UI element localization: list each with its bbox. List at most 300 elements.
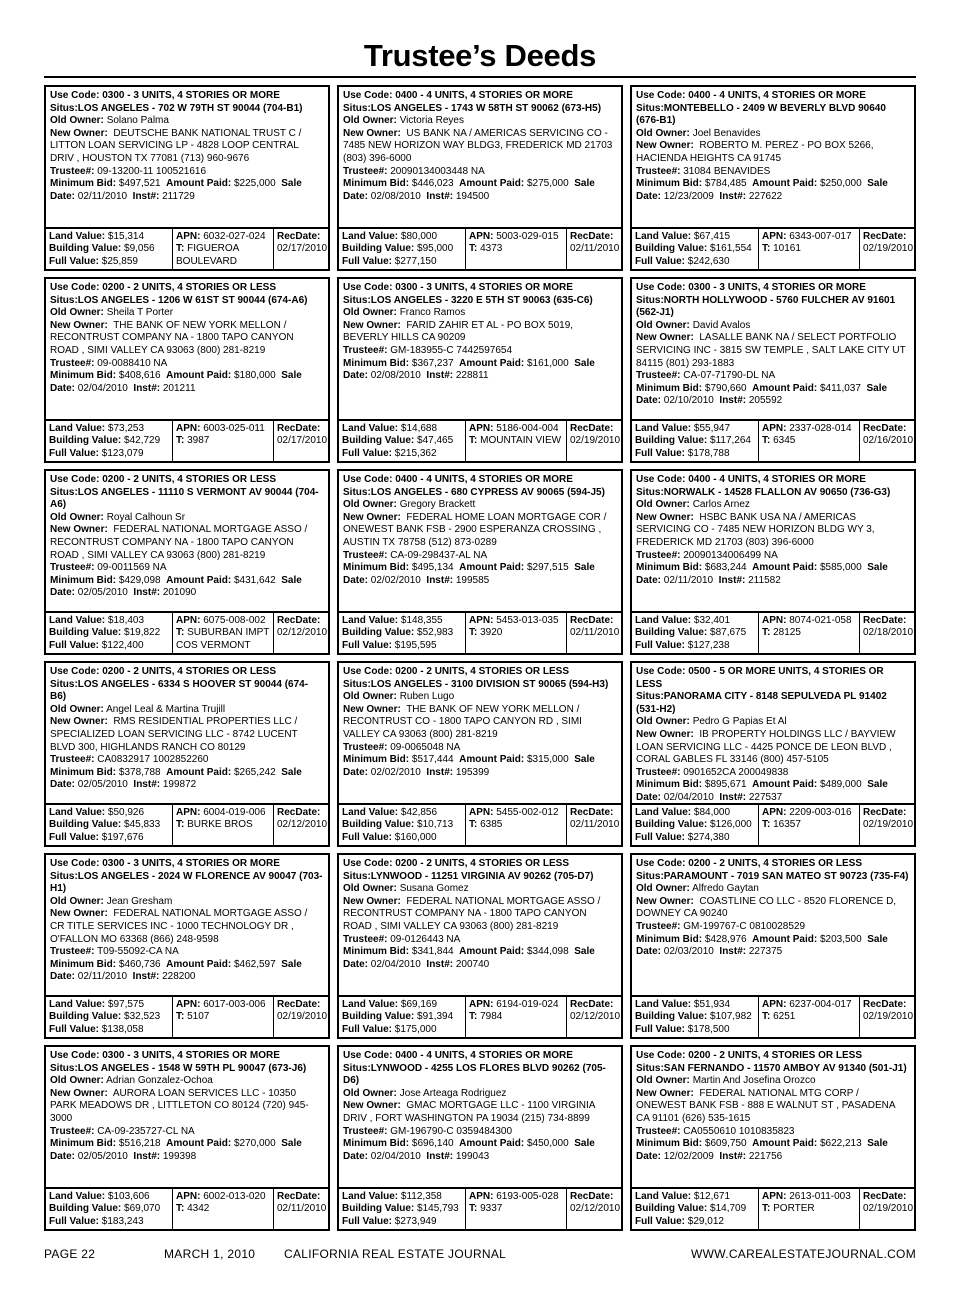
- values-cell: [632, 805, 759, 845]
- trustee-label: Trustee#:: [636, 165, 681, 177]
- inst-label: Inst#:: [133, 382, 161, 394]
- full-value-label: Full Value:: [635, 639, 686, 651]
- situs-label: Situs:: [636, 102, 664, 114]
- inst-value: 228811: [455, 370, 489, 382]
- rec-date-label: RecDate:: [863, 231, 907, 242]
- values-cell: [46, 229, 173, 269]
- tract-value: 10161: [773, 243, 801, 255]
- min-bid-value: $497,521: [118, 178, 161, 190]
- trustee-label: Trustee#:: [50, 754, 95, 766]
- use-code-label: Use Code:: [343, 90, 393, 101]
- situs-label: Situs:: [343, 486, 371, 498]
- footer-publication: CALIFORNIA REAL ESTATE JOURNAL: [284, 1247, 507, 1261]
- old-owner-label: Old Owner:: [636, 127, 690, 139]
- deed-details: [339, 1047, 621, 1187]
- deed-details: [632, 1047, 914, 1187]
- deed-details: [339, 279, 621, 419]
- amount-paid-value: $431,642: [233, 574, 276, 586]
- inst-label: Inst#:: [426, 766, 454, 778]
- building-value: $52,983: [417, 627, 454, 639]
- trustee-value: CA0550610 1010835823: [683, 1125, 795, 1137]
- trustee-label: Trustee#:: [50, 562, 95, 574]
- rec-date-cell: [860, 997, 914, 1037]
- amount-paid-value: $462,597: [233, 958, 276, 970]
- old-owner-value: Victoria Reyes: [399, 115, 464, 127]
- rec-date-value: 02/11/2010: [277, 1203, 327, 1215]
- tract-label: T:: [762, 819, 771, 831]
- use-code-value: 0200 - 2 UNITS, 4 STORIES OR LESS: [395, 666, 569, 677]
- rec-date-cell: [567, 997, 621, 1037]
- values-cell: [632, 421, 759, 461]
- min-bid-label: Minimum Bid:: [636, 779, 703, 791]
- building-value-label: Building Value:: [635, 1203, 708, 1215]
- tract-value: 6251: [773, 1011, 796, 1023]
- sale-date-label: Sale Date:: [50, 958, 302, 983]
- deed-details: [339, 663, 621, 803]
- situs-label: Situs:: [50, 486, 78, 498]
- deed-record: [337, 277, 623, 463]
- apn-label: APN:: [469, 999, 494, 1010]
- amount-paid-value: $161,000: [526, 357, 569, 369]
- inst-label: Inst#:: [133, 1150, 161, 1162]
- trustee-value: CA-09-235727-CL NA: [97, 1125, 195, 1137]
- trustee-value: GM-196790-C 0359484300: [390, 1125, 513, 1137]
- values-cell: [46, 997, 173, 1037]
- sale-date-value: 02/04/2010: [77, 382, 128, 394]
- building-value-label: Building Value:: [49, 435, 122, 447]
- min-bid-value: $790,660: [704, 382, 747, 394]
- trustee-value: T09-55092-CA NA: [97, 946, 179, 958]
- land-value-label: Land Value:: [49, 423, 106, 434]
- rec-date-label: RecDate:: [277, 231, 321, 242]
- land-value-label: Land Value:: [49, 999, 106, 1010]
- sale-date-value: 02/03/2010: [663, 946, 714, 958]
- new-owner-value: FEDERAL NATIONAL MTG CORP / ONEWEST BANK FSB - 888 E WALNUT ST , PASADENA CA 91101 (626) 535-1615: [636, 1087, 895, 1124]
- trustee-value: 09-13200-11 100521616: [97, 165, 207, 177]
- trustee-value: GM-199767-C 0810028529: [683, 920, 806, 932]
- min-bid-label: Minimum Bid:: [50, 370, 117, 382]
- deed-record: [630, 661, 916, 847]
- situs-label: Situs:: [343, 102, 371, 114]
- land-value: $103,606: [107, 1191, 150, 1202]
- amount-paid-label: Amount Paid:: [459, 562, 525, 574]
- land-value-label: Land Value:: [342, 999, 399, 1010]
- new-owner-value: ROBERTO M. PEREZ - PO BOX 5266, HACIENDA HEIGHTS CA 91745: [636, 140, 874, 164]
- building-value-label: Building Value:: [342, 1203, 415, 1215]
- apn-cell: [759, 229, 860, 269]
- building-value-label: Building Value:: [635, 819, 708, 831]
- inst-label: Inst#:: [132, 190, 160, 202]
- situs-label: Situs:: [636, 294, 664, 306]
- min-bid-label: Minimum Bid:: [636, 382, 703, 394]
- deed-details: [339, 471, 621, 611]
- use-code-label: Use Code:: [343, 1050, 393, 1061]
- values-cell: [339, 805, 466, 845]
- situs-label: Situs:: [343, 870, 371, 882]
- sale-date-label: Sale Date:: [636, 779, 888, 803]
- sale-date-label: Sale Date:: [636, 1138, 888, 1162]
- old-owner-value: Solano Palma: [106, 115, 169, 127]
- new-owner-label: New Owner:: [343, 895, 401, 907]
- apn-value: 6075-008-002: [203, 615, 266, 626]
- land-value: $18,403: [107, 615, 145, 626]
- rec-date-cell: [860, 805, 914, 845]
- rec-date-label: RecDate:: [863, 615, 907, 626]
- new-owner-label: New Owner:: [343, 127, 401, 139]
- use-code-value: 0200 - 2 UNITS, 4 STORIES OR LESS: [688, 858, 862, 869]
- apn-value: 8074-021-058: [789, 615, 852, 626]
- rec-date-cell: [274, 229, 328, 269]
- new-owner-label: New Owner:: [636, 728, 694, 740]
- deed-details: [339, 855, 621, 995]
- rec-date-label: RecDate:: [277, 423, 321, 434]
- sale-date-value: 02/05/2010: [77, 1150, 128, 1162]
- full-value-label: Full Value:: [342, 447, 393, 459]
- old-owner-label: Old Owner:: [50, 703, 104, 715]
- sale-date-value: 02/08/2010: [370, 370, 421, 382]
- apn-label: APN:: [762, 231, 787, 242]
- old-owner-value: David Avalos: [692, 319, 751, 331]
- deed-record: [337, 1045, 623, 1231]
- trustee-value: 09-0011569 NA: [97, 562, 167, 574]
- deed-details: [632, 471, 914, 611]
- new-owner-value: HSBC BANK USA NA / AMERICAS SERVICING CO - 7485 NEW HORIZON BLDG WY 3, FREDERICK MD 21703 (803) 396-6000: [636, 511, 875, 548]
- values-cell: [339, 229, 466, 269]
- min-bid-value: $429,098: [118, 574, 161, 586]
- building-value-label: Building Value:: [635, 1011, 708, 1023]
- inst-label: Inst#:: [719, 395, 747, 407]
- use-code-label: Use Code:: [343, 666, 393, 677]
- full-value-label: Full Value:: [635, 255, 686, 267]
- use-code-value: 0400 - 4 UNITS, 4 STORIES OR MORE: [688, 90, 866, 101]
- old-owner-value: Susana Gomez: [399, 883, 469, 895]
- tract-label: T:: [176, 1203, 185, 1215]
- tract-value: 4373: [480, 243, 503, 255]
- full-value: $122,400: [101, 639, 144, 651]
- min-bid-label: Minimum Bid:: [343, 357, 410, 369]
- min-bid-label: Minimum Bid:: [343, 754, 410, 766]
- new-owner-value: LASALLE BANK NA / SELECT PORTFOLIO SERVICING INC - 3815 SW TEMPLE , SALT LAKE CITY UT 84115 (801) 293-1883: [636, 332, 906, 369]
- trustee-label: Trustee#:: [636, 766, 681, 778]
- situs-value: PANORAMA CITY - 8148 SEPULVEDA PL 91402 (531-H2): [636, 691, 887, 715]
- tract-label: T:: [176, 1011, 185, 1023]
- situs-value: SAN FERNANDO - 11570 AMBOY AV 91340 (501-J1): [663, 1062, 907, 1074]
- amount-paid-value: $450,000: [526, 1138, 569, 1150]
- building-value-label: Building Value:: [342, 1011, 415, 1023]
- inst-label: Inst#:: [132, 971, 160, 983]
- new-owner-value: FARID ZAHIR ET AL - PO BOX 5019, BEVERLY HILLS CA 90209: [343, 319, 574, 344]
- min-bid-value: $784,485: [704, 178, 747, 190]
- new-owner-label: New Owner:: [343, 511, 401, 523]
- trustee-value: 0901652CA 200049838: [683, 766, 789, 778]
- use-code-value: 0400 - 4 UNITS, 4 STORIES OR MORE: [395, 1050, 573, 1061]
- new-owner-value: IB PROPERTY HOLDINGS LLC / BAYVIEW LOAN SERVICING LLC - 4425 PONCE DE LEON BLVD , CORAL GABLES FL 33146 (800) 457-5105: [636, 728, 896, 766]
- deed-record: [44, 853, 330, 1039]
- use-code-value: 0400 - 4 UNITS, 4 STORIES OR MORE: [688, 474, 866, 485]
- land-value-label: Land Value:: [49, 615, 106, 626]
- full-value-label: Full Value:: [635, 1023, 686, 1035]
- new-owner-label: New Owner:: [50, 908, 108, 920]
- old-owner-label: Old Owner:: [636, 1075, 690, 1087]
- full-value-label: Full Value:: [49, 255, 100, 267]
- use-code-label: Use Code:: [636, 282, 686, 293]
- building-value: $161,554: [710, 243, 752, 255]
- min-bid-label: Minimum Bid:: [50, 766, 117, 778]
- rec-date-value: 02/11/2010: [570, 819, 620, 831]
- min-bid-value: $609,750: [704, 1138, 747, 1150]
- tract-label: T:: [469, 435, 478, 447]
- amount-paid-value: $315,000: [526, 754, 569, 766]
- deed-record: [337, 85, 623, 271]
- amount-paid-label: Amount Paid:: [752, 178, 818, 190]
- building-value: $14,709: [710, 1203, 747, 1215]
- apn-cell: [759, 421, 860, 461]
- situs-label: Situs:: [50, 1062, 78, 1074]
- apn-cell: [173, 805, 274, 845]
- inst-label: Inst#:: [133, 779, 161, 791]
- building-value: $32,523: [124, 1011, 161, 1023]
- land-value-label: Land Value:: [49, 231, 106, 242]
- deed-values: [632, 419, 914, 461]
- min-bid-value: $683,244: [704, 562, 747, 574]
- tract-label: T:: [176, 243, 185, 255]
- amount-paid-label: Amount Paid:: [752, 382, 818, 394]
- building-value-label: Building Value:: [635, 243, 708, 255]
- min-bid-label: Minimum Bid:: [636, 178, 703, 190]
- building-value-label: Building Value:: [49, 627, 122, 639]
- building-value: $126,000: [710, 819, 752, 831]
- use-code-value: 0200 - 2 UNITS, 4 STORIES OR LESS: [102, 474, 276, 485]
- old-owner-label: Old Owner:: [343, 307, 397, 319]
- situs-label: Situs:: [636, 1062, 664, 1074]
- use-code-label: Use Code:: [50, 90, 100, 101]
- old-owner-label: Old Owner:: [343, 691, 397, 703]
- rec-date-cell: [860, 1189, 914, 1229]
- amount-paid-value: $585,000: [819, 562, 862, 574]
- old-owner-label: Old Owner:: [636, 883, 690, 895]
- new-owner-label: New Owner:: [343, 319, 401, 331]
- sale-date-value: 02/05/2010: [77, 587, 128, 599]
- tract-value: BURKE BROS: [187, 819, 253, 831]
- old-owner-value: Jean Gresham: [106, 895, 173, 907]
- rec-date-cell: [274, 997, 328, 1037]
- apn-cell: [759, 805, 860, 845]
- sale-date-value: 02/05/2010: [77, 779, 128, 791]
- full-value-label: Full Value:: [342, 639, 393, 651]
- use-code-value: 0300 - 3 UNITS, 4 STORIES OR MORE: [102, 858, 280, 869]
- inst-label: Inst#:: [426, 574, 454, 586]
- trustee-label: Trustee#:: [50, 165, 95, 177]
- land-value: $42,856: [400, 807, 438, 818]
- situs-label: Situs:: [50, 102, 78, 114]
- apn-cell: [173, 229, 274, 269]
- rec-date-label: RecDate:: [570, 999, 614, 1010]
- amount-paid-label: Amount Paid:: [752, 1138, 818, 1150]
- trustee-value: CA-07-71790-DL NA: [683, 370, 776, 382]
- rec-date-value: 02/12/2010: [277, 627, 328, 639]
- apn-cell: [466, 805, 567, 845]
- min-bid-label: Minimum Bid:: [636, 1138, 703, 1150]
- deed-details: [632, 87, 914, 227]
- rec-date-label: RecDate:: [863, 999, 907, 1010]
- apn-value: 6032-027-024: [203, 231, 266, 242]
- old-owner-value: Martin And Josefina Orozco: [692, 1075, 816, 1087]
- inst-value: 194500: [455, 190, 490, 202]
- land-value: $32,401: [693, 615, 731, 626]
- full-value: $29,012: [687, 1215, 724, 1227]
- rec-date-value: 02/11/2010: [570, 243, 620, 255]
- apn-label: APN:: [762, 807, 787, 818]
- inst-label: Inst#:: [719, 791, 747, 803]
- old-owner-label: Old Owner:: [636, 319, 690, 331]
- situs-value: LOS ANGELES - 3220 E 5TH ST 90063 (635-C6): [370, 294, 593, 306]
- sale-date-value: 02/04/2010: [370, 1150, 421, 1162]
- inst-value: 201090: [162, 587, 197, 599]
- min-bid-label: Minimum Bid:: [343, 1138, 410, 1150]
- trustee-value: 20090134003448 NA: [390, 165, 485, 177]
- sale-date-label: Sale Date:: [636, 933, 888, 958]
- old-owner-label: Old Owner:: [50, 895, 104, 907]
- old-owner-value: Angel Leal & Martina Trujill: [106, 703, 226, 715]
- full-value-label: Full Value:: [342, 1023, 393, 1035]
- new-owner-label: New Owner:: [343, 703, 401, 715]
- old-owner-label: Old Owner:: [343, 115, 397, 127]
- footer-date: MARCH 1, 2010: [164, 1247, 256, 1261]
- min-bid-label: Minimum Bid:: [50, 958, 117, 970]
- sale-date-value: 02/02/2010: [370, 574, 421, 586]
- rec-date-label: RecDate:: [570, 231, 614, 242]
- old-owner-value: Ruben Lugo: [399, 691, 455, 703]
- apn-label: APN:: [762, 1191, 787, 1202]
- new-owner-label: New Owner:: [343, 1100, 401, 1112]
- building-value-label: Building Value:: [635, 435, 708, 447]
- apn-value: 6343-007-017: [789, 231, 852, 242]
- inst-label: Inst#:: [133, 587, 161, 599]
- min-bid-label: Minimum Bid:: [636, 933, 703, 945]
- apn-label: APN:: [762, 615, 787, 626]
- rec-date-label: RecDate:: [277, 807, 321, 818]
- building-value: $10,713: [417, 819, 454, 831]
- rec-date-label: RecDate:: [277, 1191, 321, 1202]
- rec-date-cell: [860, 229, 914, 269]
- tract-label: T:: [762, 1011, 771, 1023]
- land-value-label: Land Value:: [342, 423, 399, 434]
- deed-values: [339, 611, 621, 653]
- situs-label: Situs:: [636, 870, 664, 882]
- rec-date-value: 02/12/2010: [570, 1011, 621, 1023]
- apn-value: 6017-003-006: [203, 999, 266, 1010]
- land-value: $69,169: [400, 999, 438, 1010]
- rec-date-value: 02/17/2010: [277, 435, 328, 447]
- full-value: $160,000: [394, 831, 437, 843]
- tract-value: 4342: [187, 1203, 210, 1215]
- amount-paid-value: $225,000: [233, 178, 276, 190]
- min-bid-value: $341,844: [411, 946, 454, 958]
- trustee-value: 09-0065048 NA: [390, 741, 461, 753]
- new-owner-value: RMS RESIDENTIAL PROPERTIES LLC / SPECIALIZED LOAN SERVICING LLC - 8742 LUCENT BLVD 300, HIGHLANDS RANCH CO 80129: [50, 716, 298, 753]
- land-value-label: Land Value:: [342, 231, 399, 242]
- footer-url[interactable]: WWW.CAREALESTATEJOURNAL.COM: [690, 1247, 916, 1261]
- amount-paid-value: $489,000: [819, 779, 862, 791]
- deed-values: [46, 611, 328, 653]
- tract-label: T:: [469, 1203, 478, 1215]
- inst-label: Inst#:: [426, 958, 454, 970]
- inst-label: Inst#:: [719, 190, 747, 202]
- situs-value: LOS ANGELES - 2024 W FLORENCE AV 90047 (703-H1): [50, 870, 323, 895]
- land-value-label: Land Value:: [342, 615, 399, 626]
- apn-label: APN:: [469, 1191, 494, 1202]
- rec-date-value: 02/19/2010: [863, 1011, 914, 1023]
- new-owner-label: New Owner:: [636, 1087, 694, 1099]
- building-value: $87,675: [710, 627, 747, 639]
- land-value-label: Land Value:: [49, 1191, 106, 1202]
- apn-label: APN:: [176, 1191, 201, 1202]
- use-code-label: Use Code:: [50, 666, 100, 677]
- tract-value: PORTER: [773, 1203, 815, 1215]
- records-grid: [44, 85, 916, 1235]
- full-value: $197,676: [101, 831, 144, 843]
- land-value-label: Land Value:: [342, 807, 399, 818]
- min-bid-value: $460,736: [118, 958, 161, 970]
- new-owner-label: New Owner:: [636, 140, 694, 152]
- apn-label: APN:: [176, 423, 201, 434]
- old-owner-label: Old Owner:: [343, 883, 397, 895]
- situs-value: LOS ANGELES - 6334 S HOOVER ST 90044 (674-B6): [50, 678, 309, 703]
- deed-details: [46, 471, 328, 611]
- sale-date-label: Sale Date:: [636, 178, 888, 202]
- apn-label: APN:: [469, 807, 494, 818]
- tract-value: 6385: [480, 819, 503, 831]
- use-code-value: 0200 - 2 UNITS, 4 STORIES OR LESS: [688, 1050, 862, 1061]
- full-value: $215,362: [394, 447, 437, 459]
- building-value-label: Building Value:: [342, 243, 415, 255]
- tract-value: 7984: [480, 1011, 503, 1023]
- values-cell: [46, 421, 173, 461]
- rec-date-label: RecDate:: [277, 999, 321, 1010]
- trustee-label: Trustee#:: [636, 1125, 681, 1137]
- use-code-value: 0300 - 3 UNITS, 4 STORIES OR MORE: [688, 282, 866, 293]
- new-owner-label: New Owner:: [50, 524, 108, 536]
- deed-record: [44, 277, 330, 463]
- trustee-label: Trustee#:: [50, 357, 95, 369]
- trustee-value: CA-09-298437-AL NA: [390, 549, 488, 561]
- inst-value: 199872: [162, 779, 197, 791]
- deed-record: [337, 853, 623, 1039]
- apn-value: 2209-003-016: [789, 807, 852, 818]
- situs-label: Situs:: [636, 691, 664, 703]
- new-owner-label: New Owner:: [50, 1087, 108, 1099]
- apn-cell: [173, 613, 274, 653]
- tract-label: T:: [176, 435, 185, 447]
- land-value: $73,253: [107, 423, 145, 434]
- old-owner-value: Franco Ramos: [399, 307, 466, 319]
- situs-value: MONTEBELLO - 2409 W BEVERLY BLVD 90640 (676-B1): [636, 102, 886, 127]
- min-bid-value: $495,134: [411, 562, 454, 574]
- building-value: $42,729: [124, 435, 161, 447]
- min-bid-value: $517,444: [411, 754, 454, 766]
- sale-date-label: Sale Date:: [343, 562, 595, 586]
- situs-label: Situs:: [50, 678, 78, 690]
- land-value: $51,934: [693, 999, 731, 1010]
- values-cell: [632, 997, 759, 1037]
- apn-value: 6002-013-020: [203, 1191, 266, 1202]
- apn-label: APN:: [762, 999, 787, 1010]
- land-value-label: Land Value:: [635, 615, 692, 626]
- use-code-label: Use Code:: [50, 282, 100, 293]
- full-value-label: Full Value:: [635, 1215, 686, 1227]
- apn-value: 2613-011-003: [789, 1191, 851, 1202]
- apn-label: APN:: [176, 807, 201, 818]
